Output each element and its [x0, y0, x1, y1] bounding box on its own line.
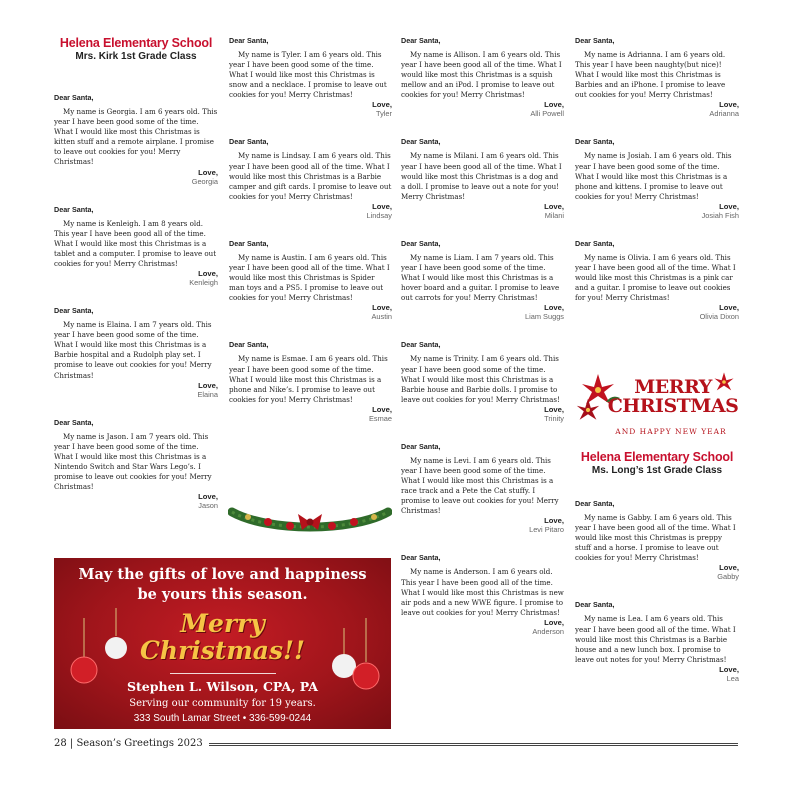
letter-esmae [229, 340, 392, 422]
letter-closing: Love, [372, 404, 392, 414]
letter-body: My name is Josiah. I am 6 years old. This year I have been good some of the time. What I would like most this Christmas is a phone and kittens. I promise to leave out cookies for you! Merry Christmas! [575, 151, 732, 201]
christmas-word: CHRISTMAS [607, 395, 739, 417]
letter-austin [229, 239, 392, 321]
letter-signer: Elaina [197, 389, 218, 399]
letter-greeting: Dear Santa, [575, 499, 615, 508]
column-4 [575, 36, 739, 340]
school-name: Helena Elementary School [580, 450, 734, 464]
letter-greeting: Dear Santa, [229, 340, 269, 350]
letter-closing: Love, [372, 100, 392, 110]
class-name: Ms. Long’s 1st Grade Class [591, 465, 723, 476]
letter-greeting: Dear Santa, [54, 306, 94, 316]
letter-greeting: Dear Santa, [401, 238, 441, 248]
letter-greeting: Dear Santa, [401, 137, 441, 147]
letter-body: My name is Levi. I am 6 years old. This year I have been good some of the time. What I would like most this Christmas is a race track and a Pete the Cat stuffy. I promise to leave out cookies for you! Merry Christmas! [401, 455, 559, 516]
column-1 [54, 36, 218, 529]
letter-body: My name is Milani. I am 6 years old. This year I have been good all of the time. What I would like most this Christmas is a dog and a doll. I promise to leave out a note for you! Merry Christmas! [401, 151, 562, 201]
ad-address: 333 South Lamar Street • 336-599-0244 [133, 713, 312, 724]
letter-elaina [54, 306, 218, 399]
letter-allison [401, 36, 564, 118]
ad-tagline: Serving our community for 19 years. [129, 698, 316, 709]
letter-body: My name is Gabby. I am 6 years old. This year I have been good all of the time. What I would like most this Christmas is preppy stuff and a horse. I promise to leave out cookies for you! Merry Christmas! [575, 513, 736, 563]
letter-greeting: Dear Santa, [229, 36, 269, 45]
page-footer [54, 737, 738, 751]
letter-levi [401, 442, 564, 535]
letter-body: My name is Elaina. I am 7 years old. This year I have been good some of the time. What I would like most this Christmas is a Barbie hospital and a Rudolph play set. I promise to leave out cookies for you! Merry Christmas! [54, 320, 212, 380]
letter-closing: Love, [719, 664, 739, 674]
letter-trinity [401, 340, 564, 422]
letter-closing: Love, [719, 563, 739, 573]
letter-closing: Love, [719, 303, 739, 313]
letter-signer: Austin [371, 312, 392, 322]
letter-greeting: Dear Santa, [229, 137, 269, 147]
letter-closing: Love, [544, 404, 564, 414]
footer-text: 28 | Season’s Greetings 2023 [54, 738, 203, 749]
ad-christmas: Christmas!! [139, 636, 306, 665]
letter-signer: Kenleigh [189, 278, 218, 288]
letter-olivia [575, 239, 739, 321]
letter-greeting: Dear Santa, [401, 553, 441, 563]
letter-body: My name is Anderson. I am 6 years old. This year I have been good all of the time. What I would like most this Christmas is new air pods and a new WWE figure. I promise to leave out cookies for you! Merry Christmas! [401, 567, 564, 617]
merry-christmas-graphic [576, 372, 740, 442]
ad-headline-1: May the gifts of love and happiness [78, 566, 367, 583]
letter-lea [575, 600, 739, 682]
letter-body: My name is Adrianna. I am 6 years old. This year I have been naughty(but nice)! What I would like most this Christmas is Barbies and an iPhone. I promise to leave out cookies for you! Merry Christmas! [575, 50, 726, 100]
ad-divider [170, 673, 276, 674]
letter-closing: Love, [198, 492, 218, 502]
letter-signer: Tyler [375, 109, 392, 119]
letter-closing: Love, [544, 303, 564, 313]
letter-closing: Love, [544, 516, 564, 526]
happy-new-year-text: AND HAPPY NEW YEAR [615, 427, 727, 436]
letter-signer: Esmae [368, 413, 392, 423]
letter-closing: Love, [719, 201, 739, 211]
column-3 [401, 36, 564, 655]
letter-body: My name is Allison. I am 6 years old. This year I have been good all of the time. What I would like most this Christmas is a squish mellow and an iPod. I promise to leave out cookies for you! Merry Christmas! [401, 50, 562, 100]
letter-kenleigh [54, 205, 218, 287]
letter-closing: Love, [544, 201, 564, 211]
letter-signer: Georgia [191, 176, 218, 186]
letter-adrianna [575, 36, 739, 118]
letter-body: My name is Esmae. I am 6 years old. This year I have been good some of the time. What I would like most this Christmas is a phone and Nike’s. I promise to leave out cookies for you! Merry Christmas! [229, 354, 388, 404]
letter-signer: Liam Suggs [524, 312, 564, 322]
letter-closing: Love, [372, 201, 392, 211]
column-4-lower [575, 450, 739, 702]
ad-business-name: Stephen L. Wilson, CPA, PA [127, 679, 318, 694]
letter-signer: Trinity [544, 413, 564, 423]
letter-tyler [229, 36, 392, 118]
letter-greeting: Dear Santa, [54, 204, 94, 214]
merry-christmas-title [606, 378, 740, 416]
letter-greeting: Dear Santa, [401, 441, 441, 451]
letter-closing: Love, [372, 303, 392, 313]
letter-body: My name is Georgia. I am 6 years old. This year I have been good some of the time. What I would like most this Christmas is kitten stuff and a remote airplane. I promise to leave out cookies for you! Merry Christmas! [54, 107, 218, 167]
letter-signer: Lindsay [366, 210, 392, 220]
school-name: Helena Elementary School [59, 36, 213, 50]
letter-body: My name is Olivia. I am 6 years old. This year I have been good all of the time. What I would like most this Christmas is a pink car and a guitar. I promise to leave out cookies for you! Merry Christmas! [575, 252, 736, 303]
letter-signer: Milani [544, 210, 564, 220]
letter-liam [401, 239, 564, 321]
school-header-kirk [54, 36, 218, 63]
letter-greeting: Dear Santa, [229, 238, 269, 248]
letter-jason [54, 418, 218, 511]
letter-body: My name is Lindsay. I am 6 years old. This year I have been good all of the time. What I would like most this Christmas is a Barbie camper and gift cards. I promise to leave out cookies for you! Merry Christmas! [229, 151, 392, 201]
letter-closing: Love, [719, 100, 739, 110]
cpa-advertisement [54, 558, 391, 729]
letter-signer: Josiah Fish [701, 210, 739, 220]
letter-signer: Levi Pitaro [529, 525, 564, 535]
letter-georgia [54, 93, 218, 186]
letter-body: My name is Tyler. I am 6 years old. This year I have been good some of the time. What I would like most this Christmas is snow and a necklace. I promise to leave out cookies for you! Merry Christmas! [229, 50, 387, 100]
letter-signer: Adrianna [709, 109, 739, 119]
letter-body: My name is Liam. I am 7 years old. This year I have been good some of the time. What I would like most this Christmas is a hover board and a guitar. I promise to leave out carrots for you! Merry Christmas! [401, 252, 560, 303]
holly-garland-icon [228, 492, 392, 542]
letter-closing: Love, [198, 167, 218, 177]
letter-greeting: Dear Santa, [54, 417, 94, 427]
column-2 [229, 36, 392, 442]
letter-closing: Love, [544, 100, 564, 110]
letter-josiah [575, 137, 739, 219]
letter-greeting: Dear Santa, [401, 36, 441, 45]
letter-greeting: Dear Santa, [575, 137, 615, 147]
letter-body: My name is Trinity. I am 6 years old. This year I have been good some of the time. What I would like most this Christmas is a Barbie house and Barbie dolls. I promise to leave out cookies for you! Merry Christmas! [401, 354, 560, 404]
letter-milani [401, 137, 564, 219]
letter-greeting: Dear Santa, [54, 93, 94, 102]
letter-body: My name is Jason. I am 7 years old. This year I have been good some of the time. What I would like most this Christmas is a Nintendo Switch and Star Wars Lego’s. I promise to leave out cookies for you! Merry Christmas! [54, 431, 212, 492]
letter-closing: Love, [198, 380, 218, 390]
footer-rule [209, 743, 738, 746]
letter-body: My name is Lea. I am 6 years old. This year I have been good all of the time. What I would like most this Christmas is a Barbie house and a new lunch box. I promise to leave out notes for you! Merry Christmas! [575, 614, 736, 664]
letter-gabby [575, 499, 739, 581]
letter-signer: Olivia Dixon [699, 312, 739, 322]
letter-closing: Love, [198, 269, 218, 279]
letter-closing: Love, [544, 617, 564, 627]
letter-signer: Jason [198, 501, 218, 511]
letter-signer: Alli Powell [530, 109, 564, 119]
letter-signer: Gabby [717, 572, 739, 582]
ad-headline-2: be yours this season. [137, 586, 308, 603]
merry-word: MERRY [634, 376, 712, 398]
school-header-long [575, 450, 739, 477]
letter-anderson [401, 553, 564, 635]
letter-greeting: Dear Santa, [401, 340, 441, 350]
letter-signer: Lea [726, 673, 739, 683]
ad-merry: Merry [180, 609, 265, 638]
letter-greeting: Dear Santa, [575, 238, 615, 248]
letter-signer: Anderson [532, 626, 564, 636]
letter-greeting: Dear Santa, [575, 36, 615, 45]
letter-body: My name is Kenleigh. I am 8 years old. This year I have been good all of the time. What I would like most this Christmas is a tablet and a computer. I promise to leave out cookies for you! Merry Christmas! [54, 218, 217, 268]
letter-body: My name is Austin. I am 6 years old. This year I have been good all of the time. What I would like most this Christmas is Spider man toys and a PS5. I promise to leave out cookies for you! Merry Christmas! [229, 252, 390, 303]
class-name: Mrs. Kirk 1st Grade Class [75, 51, 197, 62]
letter-lindsay [229, 137, 392, 219]
letter-greeting: Dear Santa, [575, 600, 615, 610]
